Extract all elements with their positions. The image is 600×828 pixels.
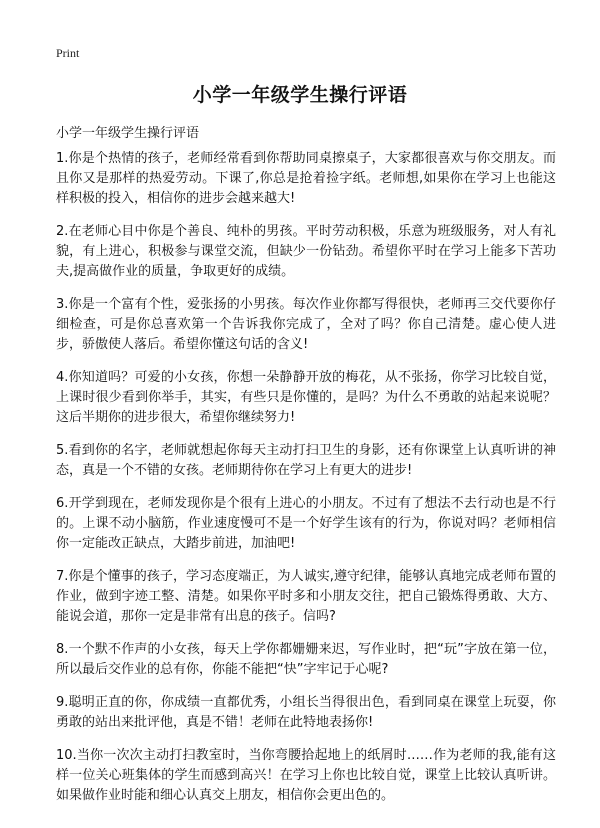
page-title: 小学一年级学生操行评语 <box>192 84 408 106</box>
comment-paragraph-4: 4.你知道吗？可爱的小女孩，你想一朵静静开放的梅花，从不张扬，你学习比较自觉，上课时很少看到你举手，其实，有些只是你懂的，是吗？为什么不勇敢的站起来说呢？这后半期你的进步很大，希望你继续努力! <box>56 370 556 425</box>
comment-paragraph-7: 7.你是个懂事的孩子，学习态度端正，为人诚实,遵守纪律，能够认真地完成老师布置的作业，做到字迹工整、清楚。如果你平时多和小朋友交往，把自己锻炼得勇敢、大方、能说会道，那你一定是非常有出息的孩子。信吗? <box>56 569 556 624</box>
document-subtitle: 小学一年级学生操行评语 <box>56 126 200 141</box>
comment-paragraph-10: 10.当你一次次主动打扫教室时，当你弯腰拾起地上的纸屑时……作为老师的我,能有这样一位关心班集体的学生而感到高兴！在学习上你也比较自觉，课堂上比较认真听讲。如果做作业时能和细心认真交上朋友，相信你会更出色的。 <box>56 748 556 803</box>
comment-paragraph-3: 3.你是一个富有个性，爱张扬的小男孩。每次作业你都写得很快，老师再三交代要你仔细检查，可是你总喜欢第一个告诉我你完成了，全对了吗？你自己清楚。虚心使人进步，骄傲使人落后。希望你懂这句话的含义! <box>56 297 556 352</box>
comment-list <box>56 149 556 819</box>
comment-paragraph-6: 6.开学到现在，老师发现你是个很有上进心的小朋友。不过有了想法不去行动也是不行的。上课不动小脑筋，作业速度慢可不是一个好学生该有的行为，你说对吗？老师相信你一定能改正缺点，大踏步前进，加油吧! <box>56 496 556 551</box>
comment-paragraph-9: 9.聪明正直的你，你成绩一直都优秀，小组长当得很出色，看到同桌在课堂上玩耍，你勇敢的站出来批评他，真是不错！老师在此特地表扬你! <box>56 695 556 730</box>
comment-paragraph-5: 5.看到你的名字，老师就想起你每天主动打扫卫生的身影，还有你课堂上认真听讲的神态，真是一个不错的女孩。老师期待你在学习上有更大的进步! <box>56 443 556 478</box>
print-link[interactable]: Print <box>56 46 80 60</box>
comment-paragraph-8: 8.一个默不作声的小女孩，每天上学你都姗姗来迟，写作业时，把“玩”字放在第一位，所以最后交作业的总有你，你能不能把“快”字牢记于心呢? <box>56 642 556 677</box>
comment-paragraph-2: 2.在老师心目中你是个善良、纯朴的男孩。平时劳动积极，乐意为班级服务，对人有礼貌，有上进心，积极参与课堂交流，但缺少一份钻劲。希望你平时在学习上能多下苦功夫,提高做作业的质量，争取更好的成绩。 <box>56 224 556 279</box>
comment-paragraph-1: 1.你是个热情的孩子，老师经常看到你帮助同桌擦桌子，大家都很喜欢与你交朋友。而且你又是那样的热爱劳动。下课了,你总是抢着捡字纸。老师想,如果你在学习上也能这样积极的投入，相信你的进步会越来越大! <box>56 151 556 206</box>
